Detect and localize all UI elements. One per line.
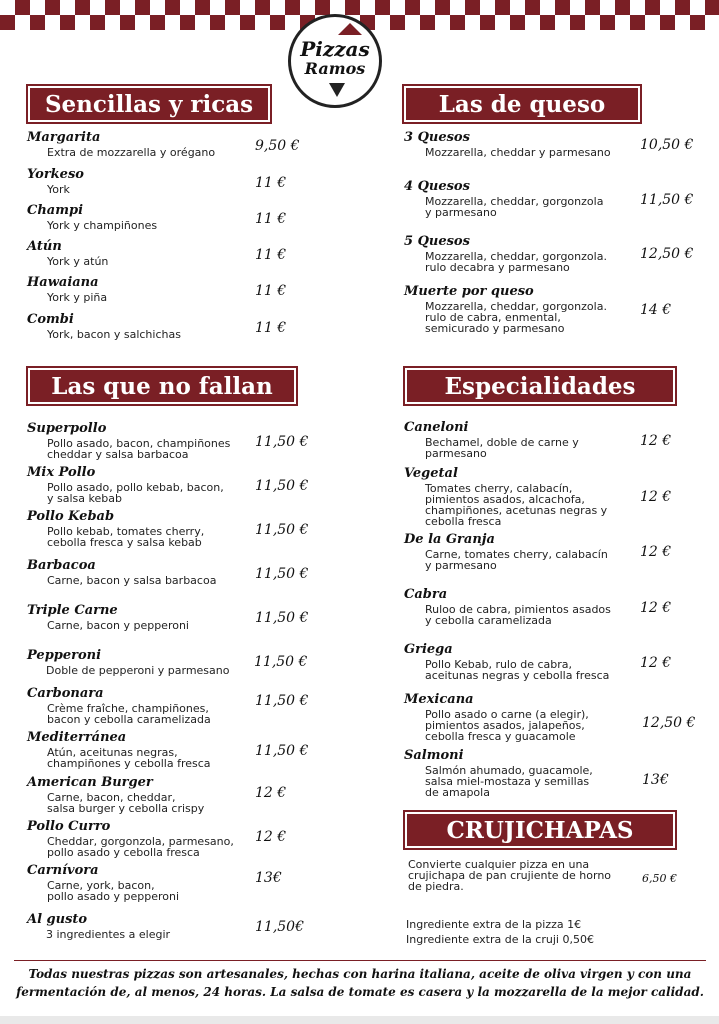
item-price: 11,50 € <box>255 743 309 759</box>
item-price: 12 € <box>255 785 287 801</box>
item-price: 11 € <box>255 320 287 336</box>
item-name: Pollo Kebab <box>27 509 115 524</box>
item-name: Vegetal <box>404 466 458 481</box>
crujichapas-price: 6,50 € <box>642 872 677 885</box>
item-name: Champi <box>27 203 84 218</box>
item-desc: Salmón ahumado, guacamole, salsa miel-mostaza y semillas de amapola <box>425 764 593 799</box>
extra-pizza-note: Ingrediente extra de la pizza 1€ <box>406 918 582 931</box>
item-name: Carnívora <box>27 863 99 878</box>
item-desc: Carne, york, bacon, pollo asado y pepperoni <box>47 879 179 903</box>
item-price: 11,50 € <box>255 434 309 450</box>
item-name: De la Granja <box>404 532 495 547</box>
item-desc: 3 ingredientes a elegir <box>46 928 171 941</box>
item-desc: Pollo asado o carne (a elegir), pimientos asados, jalapeños, cebolla fresca y guacamole <box>425 708 589 743</box>
footer-line1: Todas nuestras pizzas son artesanales, hechas con harina italiana, aceite de oliva virgen y con una <box>28 967 692 981</box>
item-price: 11,50 € <box>255 522 309 538</box>
item-name: Pepperoni <box>27 648 102 663</box>
item-name: Atún <box>27 239 62 254</box>
item-desc: Extra de mozzarella y orégano <box>47 146 216 159</box>
item-desc: Atún, aceitunas negras, champiñones y cebolla fresca <box>47 746 211 770</box>
item-name: 3 Quesos <box>404 130 470 145</box>
item-name: Carbonara <box>27 686 104 701</box>
pizzas-ramos-logo <box>288 14 382 108</box>
item-price: 12 € <box>255 829 287 845</box>
item-name: Margarita <box>27 130 101 145</box>
item-name: 4 Quesos <box>404 179 470 194</box>
item-price: 12 € <box>640 600 672 616</box>
item-desc: Tomates cherry, calabacín, pimientos asados, alcachofa, champiñones, acetunas negras y cebolla fresca <box>425 482 608 528</box>
item-price: 10,50 € <box>640 137 694 153</box>
item-desc: Mozzarella, cheddar, gorgonzola. rulo decabra y parmesano <box>425 250 607 274</box>
item-price: 11 € <box>255 211 287 227</box>
footer-line2: fermentación de, al menos, 24 horas. La salsa de tomate es casera y la mozzarella de la mejor calidad. <box>16 985 704 999</box>
item-name: Mexicana <box>404 692 474 707</box>
item-desc: Carne, bacon, cheddar, salsa burger y cebolla crispy <box>47 791 205 815</box>
item-name: Cabra <box>404 587 448 602</box>
banner-crujichapas-title: CRUJICHAPAS <box>405 812 675 848</box>
item-price: 11 € <box>255 175 287 191</box>
banner-queso <box>402 84 642 124</box>
item-name: Hawaiana <box>27 275 99 290</box>
item-name: American Burger <box>27 775 153 790</box>
item-name: Muerte por queso <box>404 284 534 299</box>
item-price: 11 € <box>255 247 287 263</box>
item-price: 11,50 € <box>255 566 309 582</box>
item-price: 12 € <box>640 544 672 560</box>
item-desc: Carne, tomates cherry, calabacín y parmesano <box>425 548 608 572</box>
bottom-border <box>0 1016 719 1024</box>
item-name: Yorkeso <box>27 167 84 182</box>
item-price: 11,50€ <box>255 919 304 935</box>
item-price: 12 € <box>640 489 672 505</box>
extra-cruji-note: Ingrediente extra de la cruji 0,50€ <box>406 933 594 946</box>
item-name: Pollo Curro <box>27 819 111 834</box>
logo-line2: Ramos <box>304 59 366 78</box>
pizza-wedge-icon <box>329 83 345 97</box>
banner-nofallan <box>26 366 298 406</box>
item-price: 14 € <box>640 302 672 318</box>
item-desc: York y atún <box>47 255 109 268</box>
item-name: Barbacoa <box>27 558 96 573</box>
item-desc: Cheddar, gorgonzola, parmesano, pollo asado y cebolla fresca <box>47 835 234 859</box>
item-name: Combi <box>27 312 74 327</box>
item-price: 11,50 € <box>254 654 308 670</box>
item-name: Mediterránea <box>27 730 127 745</box>
item-desc: Carne, bacon y pepperoni <box>47 619 189 632</box>
item-desc: Mozzarella, cheddar, gorgonzola y parmesano <box>425 195 604 219</box>
item-desc: York, bacon y salchichas <box>47 328 181 341</box>
item-desc: Pollo asado, pollo kebab, bacon, y salsa kebab <box>47 481 224 505</box>
item-name: Al gusto <box>27 912 88 927</box>
banner-crujichapas <box>403 810 677 850</box>
item-price: 11,50 € <box>640 192 694 208</box>
item-desc: Mozzarella, cheddar, gorgonzola. rulo de cabra, enmental, semicurado y parmesano <box>425 300 607 335</box>
banner-sencillas-title: Sencillas y ricas <box>28 86 270 122</box>
item-price: 12,50 € <box>642 715 696 731</box>
item-price: 11,50 € <box>255 610 309 626</box>
item-name: Superpollo <box>27 421 107 436</box>
item-name: Mix Pollo <box>27 465 96 480</box>
item-desc: Pollo kebab, tomates cherry, cebolla fresca y salsa kebab <box>47 525 205 549</box>
item-price: 9,50 € <box>255 138 300 154</box>
banner-especialidades <box>403 366 677 406</box>
item-desc: York <box>47 183 70 196</box>
banner-queso-title: Las de queso <box>404 86 640 122</box>
item-price: 12 € <box>640 433 672 449</box>
crujichapas-desc: Convierte cualquier pizza en una crujichapa de pan crujiente de horno de piedra. <box>408 858 612 893</box>
item-desc: Mozzarella, cheddar y parmesano <box>425 146 611 159</box>
item-desc: Doble de pepperoni y parmesano <box>46 664 230 677</box>
item-price: 11 € <box>255 283 287 299</box>
item-price: 13€ <box>642 772 669 788</box>
banner-sencillas <box>26 84 272 124</box>
footer-note <box>14 960 706 1001</box>
item-name: Salmoni <box>404 748 464 763</box>
item-desc: Pollo asado, bacon, champiñones cheddar y salsa barbacoa <box>47 437 231 461</box>
item-desc: York y piña <box>47 291 108 304</box>
item-desc: York y champiñones <box>47 219 158 232</box>
banner-especialidades-title: Especialidades <box>405 368 675 404</box>
item-price: 13€ <box>255 870 282 886</box>
item-name: Caneloni <box>404 420 469 435</box>
item-desc: Bechamel, doble de carne y parmesano <box>425 436 579 460</box>
item-price: 12 € <box>640 655 672 671</box>
item-desc: Pollo Kebab, rulo de cabra, aceitunas negras y cebolla fresca <box>425 658 610 682</box>
item-name: Triple Carne <box>27 603 118 618</box>
logo-line1: Pizzas <box>300 37 370 61</box>
banner-nofallan-title: Las que no fallan <box>28 368 296 404</box>
pizza-slice-icon <box>338 23 362 35</box>
item-price: 11,50 € <box>255 693 309 709</box>
item-desc: Ruloo de cabra, pimientos asados y cebolla caramelizada <box>425 603 611 627</box>
item-desc: Crème fraîche, champiñones, bacon y cebolla caramelizada <box>47 702 211 726</box>
item-desc: Carne, bacon y salsa barbacoa <box>47 574 217 587</box>
item-name: Griega <box>404 642 453 657</box>
item-price: 12,50 € <box>640 246 694 262</box>
item-price: 11,50 € <box>255 478 309 494</box>
item-name: 5 Quesos <box>404 234 470 249</box>
